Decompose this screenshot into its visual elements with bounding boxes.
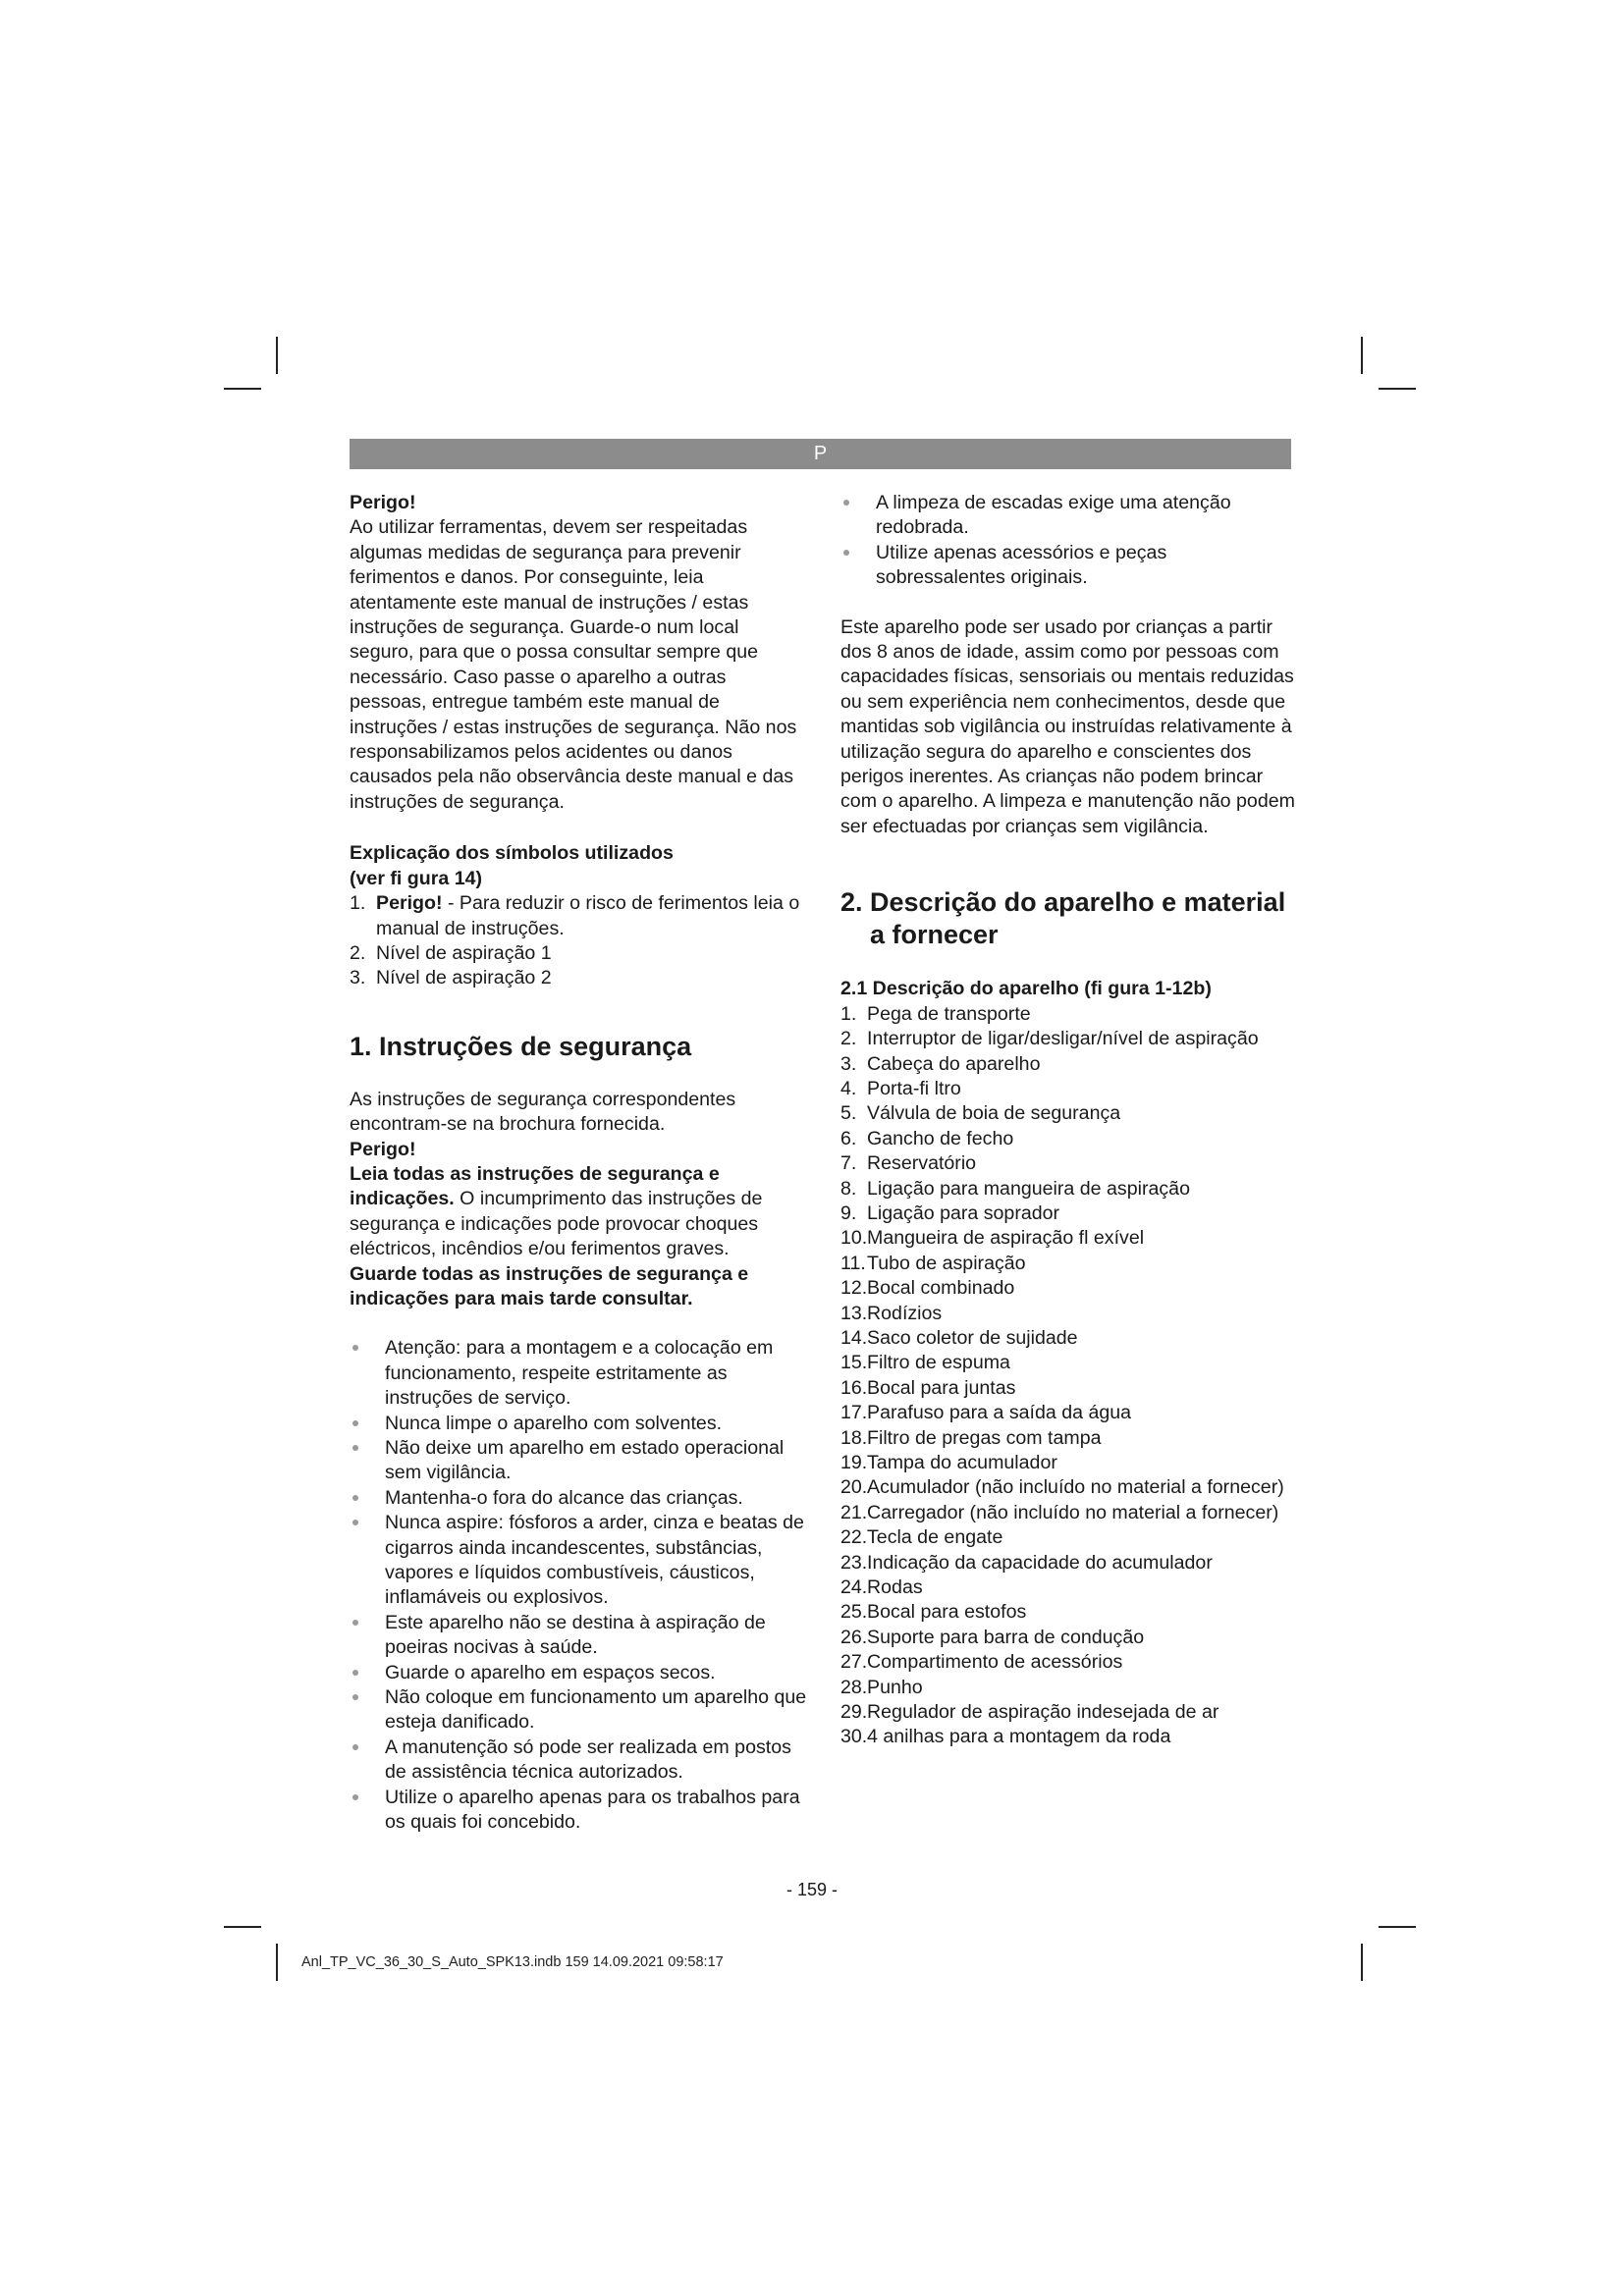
list-item: 14. Saco coletor de sujidade [840, 1326, 1078, 1349]
list-item: A limpeza de escadas exige uma atenção redobrada. [840, 491, 1298, 541]
crop-mark [276, 1944, 278, 1981]
list-item: 18. Filtro de pregas com tampa [840, 1426, 1102, 1449]
section-2-1-title: 2.1 Descrição do aparelho (fi gura 1-12b) [840, 978, 1212, 1000]
list-item: 1. Pega de transporte [840, 1002, 1031, 1025]
section-1-keep-paragraph: Guarde todas as instruções de segurança e indicações para mais tarde consultar. [350, 1262, 749, 1309]
list-item: 26. Suporte para barra de condução [840, 1626, 1145, 1648]
symbols-heading: Explicação dos símbolos utilizados [350, 842, 674, 865]
list-item: 8. Ligação para mangueira de aspiração [840, 1177, 1190, 1200]
list-item: 16. Bocal para juntas [840, 1376, 1016, 1399]
parts-list [840, 1002, 1298, 1750]
list-item: 25. Bocal para estofos [840, 1601, 1027, 1624]
danger-paragraph: Ao utilizar ferramentas, devem ser respeitadas algumas medidas de segurança para prevenir ferimentos e danos. Por conseguinte, leia atentamente este manual de instruções / estas instruções de segurança. Guarde-o num local seguro, para que o possa consultar sempre que necessário. Caso passe o aparelho a outras pessoas, entregue também este manual de instruções / estas instruções de segurança. Não nos responsabilizamos pelos acidentes ou danos causados pela não observância deste manual e das instruções de segurança. [350, 516, 797, 813]
list-item: Este aparelho não se destina à aspiração de poeiras nocivas à saúde. [350, 1611, 807, 1661]
section-2-title: 2. Descrição do aparelho e material a fornecer [840, 887, 1286, 950]
crop-mark [276, 337, 278, 374]
print-footer: Anl_TP_VC_36_30_S_Auto_SPK13.indb 159 14.09.2021 09:58:17 [301, 1954, 724, 1970]
list-item: 3. Cabeça do aparelho [840, 1052, 1041, 1075]
list-item: 13. Rodízios [840, 1302, 943, 1324]
symbols-list [350, 891, 807, 991]
list-item: 7. Reservatório [840, 1152, 977, 1175]
list-item: 11. Tubo de aspiração [840, 1252, 1026, 1274]
list-item: 23. Indicação da capacidade do acumulador [840, 1551, 1213, 1574]
list-item: 27. Compartimento de acessórios [840, 1651, 1123, 1674]
list-item: 2. Interruptor de ligar/desligar/nível de aspiração [840, 1028, 1259, 1050]
list-item: 28. Punho [840, 1676, 923, 1698]
list-item: Utilize o aparelho apenas para os trabalhos para os quais foi concebido. [350, 1786, 807, 1836]
safety-bullet-list [350, 1336, 807, 1835]
extra-bullet-list [840, 491, 1298, 591]
list-item: 4. Porta-fi ltro [840, 1077, 961, 1099]
list-item: Nunca limpe o aparelho com solventes. [350, 1412, 807, 1436]
list-item: Nunca aspire: fósforos a arder, cinza e beatas de cigarros ainda incandescentes, substâncias, vapores e líquidos combustíveis, cáusticos, inflamáveis ou explosivos. [350, 1511, 807, 1611]
crop-mark [1361, 337, 1363, 374]
crop-mark [1379, 388, 1416, 390]
list-item: Utilize apenas acessórios e peças sobressalentes originais. [840, 541, 1298, 591]
list-item: 30. 4 anilhas para a montagem da roda [840, 1726, 1171, 1748]
crop-mark [1379, 1926, 1416, 1928]
list-item: 10. Mangueira de aspiração fl exível [840, 1227, 1145, 1250]
list-item: 29. Regulador de aspiração indesejada de ar [840, 1701, 1219, 1724]
list-item: 1. Perigo! - Para reduzir o risco de ferimentos leia o manual de instruções. [350, 892, 800, 939]
list-item: 12. Bocal combinado [840, 1277, 1015, 1300]
crop-mark [224, 1926, 261, 1928]
section-1-intro: As instruções de segurança correspondentes encontram-se na brochura fornecida. [350, 1088, 736, 1136]
right-column [840, 491, 1298, 1750]
list-item: 15. Filtro de espuma [840, 1352, 1010, 1374]
danger-title: Perigo! [350, 492, 416, 513]
crop-mark [224, 388, 261, 390]
list-item: A manutenção só pode ser realizada em postos de assistência técnica autorizados. [350, 1735, 807, 1786]
list-item: Atenção: para a montagem e a colocação em funcionamento, respeite estritamente as instruções de serviço. [350, 1336, 807, 1411]
list-item: 20. Acumulador (não incluído no material a fornecer) [840, 1476, 1284, 1499]
list-item: Guarde o aparelho em espaços secos. [350, 1661, 807, 1685]
section-1-read-paragraph: Leia todas as instruções de segurança e indicações. O incumprimento das instruções de segurança e indicações pode provocar choques eléctricos, incêndios e/ou ferimentos graves. [350, 1162, 763, 1260]
left-column [350, 491, 807, 1836]
children-paragraph: Este aparelho pode ser usado por crianças a partir dos 8 anos de idade, assim como por pessoas com capacidades físicas, sensoriais ou mentais reduzidas ou sem experiência nem conhecimentos, desde que mantidas sob vigilância ou instruídas relativamente à utilização segura do aparelho e conscientes dos perigos inerentes. As crianças não podem brincar com o aparelho. A limpeza e manutenção não podem ser efectuadas por crianças sem vigilância. [840, 615, 1295, 837]
list-item: Não coloque em funcionamento um aparelho que esteja danificado. [350, 1685, 807, 1735]
list-item: 5. Válvula de boia de segurança [840, 1102, 1121, 1125]
list-item: 22. Tecla de engate [840, 1526, 1003, 1549]
page-number: - 159 - [785, 1880, 839, 1899]
symbols-subheading: (ver fi gura 14) [350, 867, 483, 889]
list-item: 9. Ligação para soprador [840, 1201, 1060, 1224]
list-item: 6. Gancho de fecho [840, 1127, 1014, 1149]
list-item: Mantenha-o fora do alcance das crianças. [350, 1486, 807, 1511]
section-1-title: 1. Instruções de segurança [350, 1031, 692, 1061]
section-1-danger: Perigo! [350, 1138, 416, 1160]
list-item: 17. Parafuso para a saída da água [840, 1402, 1132, 1424]
list-item: Não deixe um aparelho em estado operacional sem vigilância. [350, 1436, 807, 1486]
list-item: 19. Tampa do acumulador [840, 1452, 1057, 1473]
list-item: 21. Carregador (não incluído no material a fornecer) [840, 1501, 1279, 1523]
list-item: 24. Rodas [840, 1576, 923, 1599]
list-item: 3. Nível de aspiração 2 [350, 967, 552, 989]
crop-mark [1361, 1944, 1363, 1981]
list-item: 2. Nível de aspiração 1 [350, 941, 552, 964]
language-header-bar: P [350, 439, 1291, 469]
